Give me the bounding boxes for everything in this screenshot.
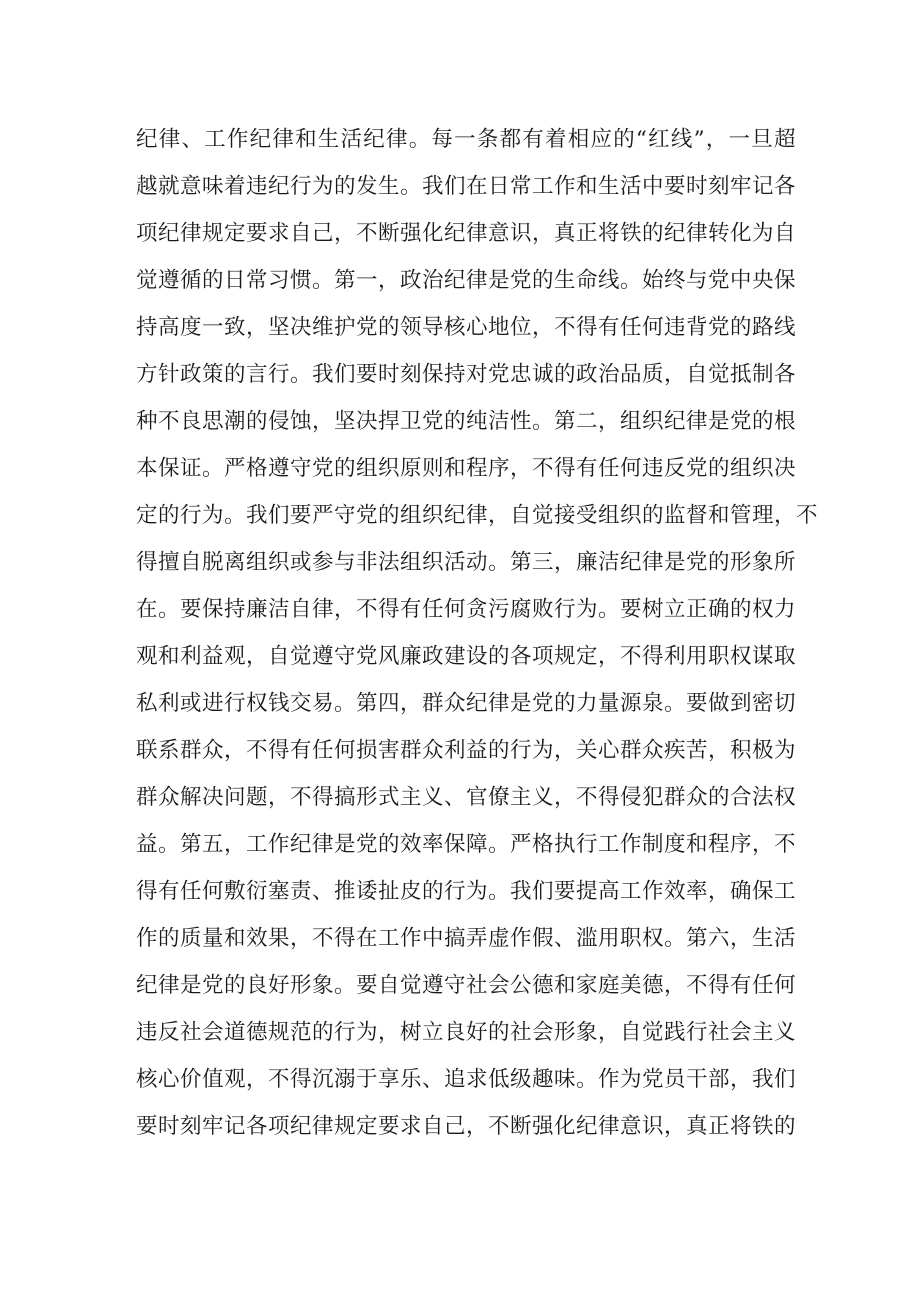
text-line: 要时刻牢记各项纪律规定要求自己，不断强化纪律意识，真正将铁的 [136,1114,797,1139]
text-line: 纪律、工作纪律和生活纪律。每一条都有着相应的“红线”，一旦超 [136,127,796,152]
text-line: 作的质量和效果，不得在工作中搞弄虚作假、滥用职权。第六，生活 [136,926,797,951]
text-line: 得有任何敷衍塞责、推诿扯皮的行为。我们要提高工作效率，确保工 [136,879,797,904]
text-line: 私利或进行权钱交易。第四，群众纪律是党的力量源泉。要做到密切 [136,691,797,716]
text-line: 越就意味着违纪行为的发生。我们在日常工作和生活中要时刻牢记各 [136,174,797,199]
text-line: 项纪律规定要求自己，不断强化纪律意识，真正将铁的纪律转化为自 [136,221,797,246]
text-line: 定的行为。我们要严守党的组织纪律，自觉接受组织的监督和管理，不 [136,503,819,528]
text-line: 持高度一致，坚决维护党的领导核心地位，不得有任何违背党的路线 [136,315,797,340]
text-line: 观和利益观，自觉遵守党风廉政建设的各项规定，不得利用职权谋取 [136,644,797,669]
text-line: 纪律是党的良好形象。要自觉遵守社会公德和家庭美德，不得有任何 [136,973,797,998]
text-line: 本保证。严格遵守党的组织原则和程序，不得有任何违反党的组织决 [136,456,797,481]
text-line: 得擅自脱离组织或参与非法组织活动。第三，廉洁纪律是党的形象所 [136,550,797,575]
text-line: 群众解决问题，不得搞形式主义、官僚主义，不得侵犯群众的合法权 [136,785,797,810]
text-line: 核心价值观，不得沉溺于享乐、追求低级趣味。作为党员干部，我们 [136,1067,797,1092]
text-line: 联系群众，不得有任何损害群众利益的行为，关心群众疾苦，积极为 [136,738,797,763]
text-line: 方针政策的言行。我们要时刻保持对党忠诚的政治品质，自觉抵制各 [136,362,797,387]
text-line: 益。第五，工作纪律是党的效率保障。严格执行工作制度和程序，不 [136,832,797,857]
text-line: 在。要保持廉洁自律，不得有任何贪污腐败行为。要树立正确的权力 [136,597,797,622]
text-line: 觉遵循的日常习惯。第一，政治纪律是党的生命线。始终与党中央保 [136,268,797,293]
text-line: 违反社会道德规范的行为，树立良好的社会形象，自觉践行社会主义 [136,1020,797,1045]
body-paragraph [136,116,819,1150]
text-line: 种不良思潮的侵蚀，坚决捍卫党的纯洁性。第二，组织纪律是党的根 [136,409,797,434]
